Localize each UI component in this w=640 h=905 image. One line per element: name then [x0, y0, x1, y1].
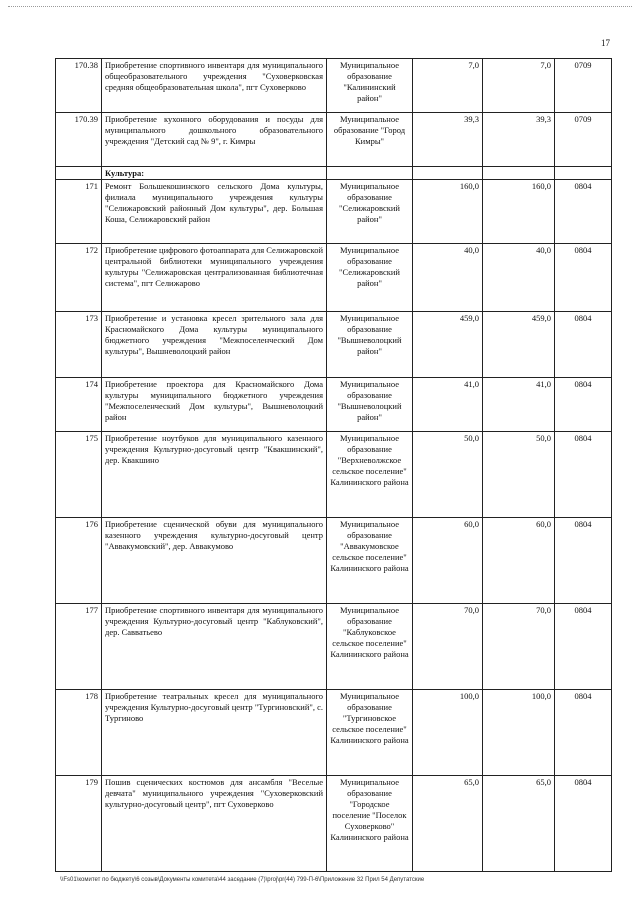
- row-amount-2: 65,0: [483, 776, 555, 872]
- row-description: Приобретение спортивного инвентаря для муниципального общеобразовательного учреждения "Суховерковская средняя общеобразовательная школа", пгт Суховерково: [102, 59, 327, 113]
- row-amount-2: 50,0: [483, 432, 555, 518]
- row-amount-2: 100,0: [483, 690, 555, 776]
- row-number: 178: [56, 690, 102, 776]
- row-number: 176: [56, 518, 102, 604]
- table-row: [56, 378, 612, 432]
- row-amount-1: 65,0: [413, 776, 483, 872]
- table-row: [56, 113, 612, 167]
- scan-top-edge: [8, 6, 632, 8]
- empty-cell: [56, 167, 102, 180]
- section-row: [56, 167, 612, 180]
- row-description: Приобретение проектора для Красномайского Дома культуры муниципального бюджетного учреждения "Межпоселенческий Дом культуры", Вышневолоцкий район: [102, 378, 327, 432]
- row-number: 173: [56, 312, 102, 378]
- row-amount-1: 50,0: [413, 432, 483, 518]
- row-description: Приобретение спортивного инвентаря для муниципального учреждения Культурно-досуговый центр "Каблуковский", дер. Савватьево: [102, 604, 327, 690]
- row-organization: Муниципальное образование "Вышневолоцкий район": [327, 378, 413, 432]
- table-body: [56, 59, 612, 872]
- row-number: 174: [56, 378, 102, 432]
- table-row: [56, 604, 612, 690]
- row-amount-2: 40,0: [483, 244, 555, 312]
- row-number: 177: [56, 604, 102, 690]
- row-budget-code: 0804: [555, 690, 612, 776]
- row-amount-2: 41,0: [483, 378, 555, 432]
- row-organization: Муниципальное образование "Селижаровский район": [327, 180, 413, 244]
- row-budget-code: 0804: [555, 776, 612, 872]
- row-organization: Муниципальное образование "Верхневолжское сельское поселение" Калининского района: [327, 432, 413, 518]
- empty-cell: [483, 167, 555, 180]
- row-budget-code: 0804: [555, 604, 612, 690]
- row-amount-2: 160,0: [483, 180, 555, 244]
- row-amount-2: 7,0: [483, 59, 555, 113]
- row-amount-2: 459,0: [483, 312, 555, 378]
- row-organization: Муниципальное образование "Аввакумовское сельское поселение" Калининского района: [327, 518, 413, 604]
- budget-table: [55, 58, 612, 872]
- section-title: Культура:: [102, 167, 327, 180]
- empty-cell: [327, 167, 413, 180]
- row-amount-1: 7,0: [413, 59, 483, 113]
- table-row: [56, 518, 612, 604]
- row-budget-code: 0804: [555, 244, 612, 312]
- row-budget-code: 0804: [555, 180, 612, 244]
- row-description: Ремонт Большекошинского сельского Дома культуры, филиала муниципального учреждения культуры "Селижаровский районный Дом культуры", дер. Большая Коша, Селижаровский район: [102, 180, 327, 244]
- empty-cell: [413, 167, 483, 180]
- row-amount-1: 100,0: [413, 690, 483, 776]
- row-organization: Муниципальное образование "Городское поселение "Поселок Суховерково" Калининского района: [327, 776, 413, 872]
- empty-cell: [555, 167, 612, 180]
- row-description: Приобретение цифрового фотоаппарата для Селижаровской центральной библиотеки муниципального учреждения культуры "Селижаровская централизованная библиотечная система", пгт Селижарово: [102, 244, 327, 312]
- row-budget-code: 0709: [555, 59, 612, 113]
- table-row: [56, 432, 612, 518]
- row-number: 172: [56, 244, 102, 312]
- row-description: Приобретение сценической обуви для муниципального казенного учреждения культурно-досуговый центр "Аввакумовский", дер. Аввакумово: [102, 518, 327, 604]
- row-budget-code: 0804: [555, 312, 612, 378]
- row-amount-2: 39,3: [483, 113, 555, 167]
- row-amount-2: 70,0: [483, 604, 555, 690]
- footer-file-path: \\Fs01\комитет по бюджету\6 созыв\Документы комитета\44 заседание (7)\proj\pr(44) 799-П-6\Приложение 32 Прил 54 Депутатские: [60, 877, 425, 883]
- row-amount-1: 70,0: [413, 604, 483, 690]
- table-row: [56, 690, 612, 776]
- table-row: [56, 59, 612, 113]
- page-number: 17: [601, 38, 610, 48]
- row-organization: Муниципальное образование "Каблуковское сельское поселение" Калининского района: [327, 604, 413, 690]
- row-number: 170.38: [56, 59, 102, 113]
- row-budget-code: 0804: [555, 378, 612, 432]
- row-number: 171: [56, 180, 102, 244]
- row-amount-1: 39,3: [413, 113, 483, 167]
- row-organization: Муниципальное образование "Селижаровский район": [327, 244, 413, 312]
- row-amount-1: 40,0: [413, 244, 483, 312]
- row-organization: Муниципальное образование "Город Кимры": [327, 113, 413, 167]
- row-number: 175: [56, 432, 102, 518]
- table-row: [56, 180, 612, 244]
- row-description: Приобретение и установка кресел зрительного зала для Красномайского Дома культуры муниципального бюджетного учреждения "Межпоселенческий Дом культуры", Вышневолоцкий район: [102, 312, 327, 378]
- row-amount-1: 60,0: [413, 518, 483, 604]
- table-row: [56, 776, 612, 872]
- row-number: 179: [56, 776, 102, 872]
- row-organization: Муниципальное образование "Тургиновское сельское поселение" Калининского района: [327, 690, 413, 776]
- row-description: Приобретение ноутбуков для муниципального казенного учреждения Культурно-досуговый центр "Квакшинский", дер. Квакшино: [102, 432, 327, 518]
- row-budget-code: 0804: [555, 432, 612, 518]
- row-amount-1: 160,0: [413, 180, 483, 244]
- row-amount-2: 60,0: [483, 518, 555, 604]
- row-number: 170.39: [56, 113, 102, 167]
- row-organization: Муниципальное образование "Калининский район": [327, 59, 413, 113]
- row-description: Приобретение театральных кресел для муниципального учреждения Культурно-досуговый центр "Тургиновский", с. Тургиново: [102, 690, 327, 776]
- row-budget-code: 0804: [555, 518, 612, 604]
- table-row: [56, 244, 612, 312]
- row-description: Пошив сценических костюмов для ансамбля "Веселые девчата" муниципального учреждения "Суховерковский культурно-досуговый центр", пгт Суховерково: [102, 776, 327, 872]
- row-amount-1: 41,0: [413, 378, 483, 432]
- row-description: Приобретение кухонного оборудования и посуды для муниципального дошкольного образовательного учреждения "Детский сад № 9", г. Кимры: [102, 113, 327, 167]
- table-row: [56, 312, 612, 378]
- row-organization: Муниципальное образование "Вышневолоцкий район": [327, 312, 413, 378]
- row-amount-1: 459,0: [413, 312, 483, 378]
- row-budget-code: 0709: [555, 113, 612, 167]
